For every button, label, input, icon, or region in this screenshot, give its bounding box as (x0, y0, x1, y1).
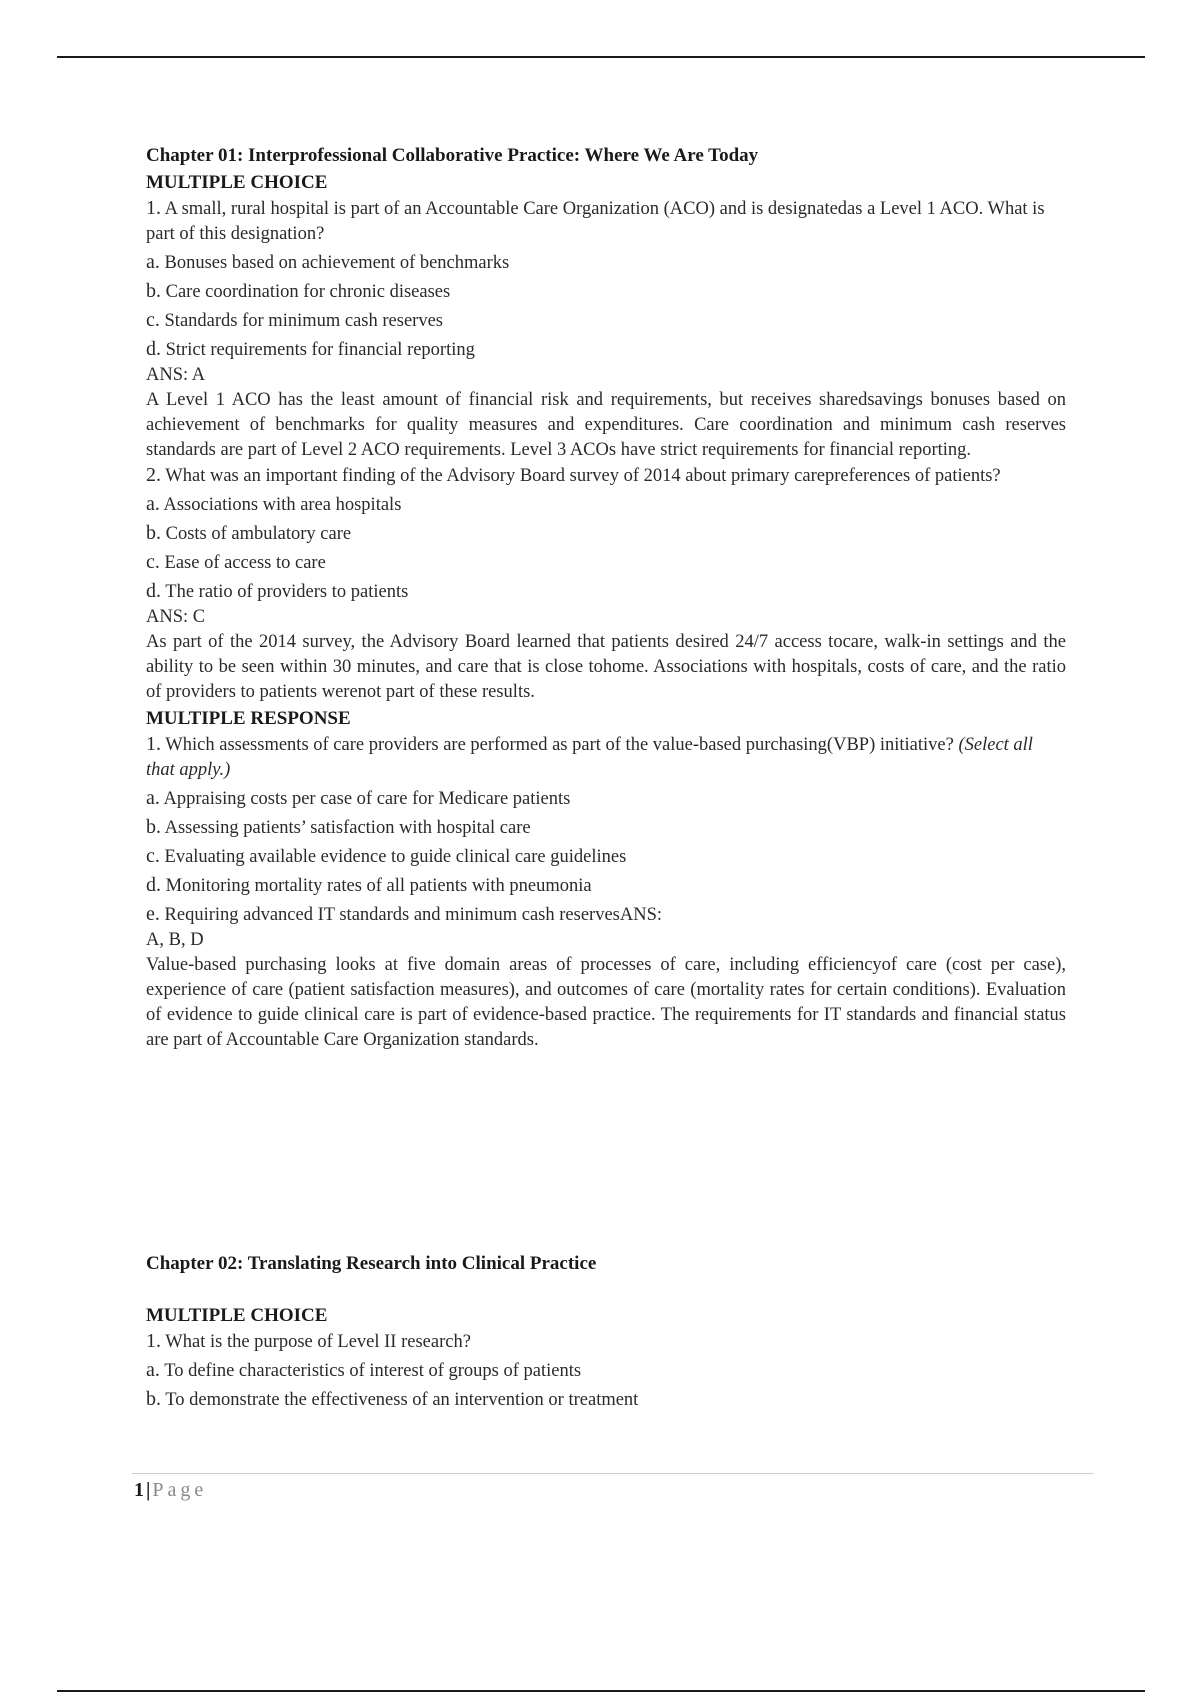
question-text: What was an important finding of the Advisory Board survey of 2014 about primary carepreferences of patients? (165, 466, 1001, 486)
option-e: e. Requiring advanced IT standards and minimum cash reservesANS: (146, 903, 663, 925)
option-a: a. Associations with area hospitals (146, 493, 402, 515)
option-d: d. Strict requirements for financial reporting (146, 338, 475, 360)
question-number: 1. (146, 733, 161, 755)
footer-rule (132, 1473, 1094, 1474)
rationale: A Level 1 ACO has the least amount of financial risk and requirements, but receives sharedsavings bonuses based on achievement of benchmarks for quality measures and expenditures. Care coordination and minimum cash reserves standards are part of Level 2 ACO requirements. Level 3 ACOs have strict requirements for financial reporting. (146, 390, 1066, 460)
rationale: Value-based purchasing looks at five domain areas of processes of care, including efficiencyof care (cost per case), experience of care (patient satisfaction measures), and outcomes of care (mortality rates for certain conditions). Evaluation of evidence to guide clinical care is part of evidence-based practice. The requirements for IT standards and financial status are part of Accountable Care Organization standards. (146, 955, 1066, 1050)
bottom-rule (57, 1690, 1145, 1692)
question-number: 2. (146, 464, 161, 486)
option-a: a. Appraising costs per case of care for Medicare patients (146, 787, 571, 809)
chapter-1-title: Chapter 01: Interprofessional Collaborative Practice: Where We Are Today (146, 145, 759, 166)
top-rule (57, 56, 1145, 58)
option-c: c. Standards for minimum cash reserves (146, 309, 443, 331)
footer-separator: | (146, 1479, 151, 1501)
option-d: d. Monitoring mortality rates of all patients with pneumonia (146, 874, 592, 896)
question-number: 1. (146, 197, 161, 219)
heading-spacer (146, 1277, 1066, 1302)
option-c: c. Evaluating available evidence to guide clinical care guidelines (146, 845, 627, 867)
mr-question-1 (146, 732, 1066, 783)
question-text: What is the purpose of Level II research? (165, 1332, 471, 1352)
page-content (146, 142, 1066, 1413)
question-text: A small, rural hospital is part of an Accountable Care Organization (ACO) and is designatedas a Level 1 ACO. What is part of this designation? (146, 199, 1045, 244)
section-spacer (146, 1053, 1066, 1250)
option-b: b. Care coordination for chronic diseases (146, 280, 451, 302)
option-b: b. To demonstrate the effectiveness of an intervention or treatment (146, 1388, 639, 1410)
rationale: As part of the 2014 survey, the Advisory Board learned that patients desired 24/7 access tocare, walk-in settings and the ability to be seen within 30 minutes, and care that is close tohome. Associations with hospitals, costs of care, and the ratio of providers to patients werenot part of these results. (146, 632, 1066, 702)
chapter-1-mc-heading: MULTIPLE CHOICE (146, 172, 328, 193)
option-a: a. Bonuses based on achievement of benchmarks (146, 251, 510, 273)
option-b: b. Assessing patients’ satisfaction with hospital care (146, 816, 531, 838)
answer: ANS: C (146, 607, 206, 627)
page-number: 1 (134, 1479, 144, 1501)
answer: A, B, D (146, 930, 204, 950)
option-a: a. To define characteristics of interest of groups of patients (146, 1359, 582, 1381)
question-number: 1. (146, 1330, 161, 1352)
select-all-note: (Select all that apply.) (146, 735, 1033, 780)
question-2 (146, 463, 1066, 489)
question-1 (146, 196, 1066, 247)
ch2-question-1 (146, 1329, 1066, 1355)
option-d: d. The ratio of providers to patients (146, 580, 409, 602)
question-text: Which assessments of care providers are performed as part of the value-based purchasing(VBP) initiative? (165, 735, 954, 755)
page-label: Page (152, 1479, 208, 1501)
answer: ANS: A (146, 365, 206, 385)
option-c: c. Ease of access to care (146, 551, 326, 573)
chapter-1-mr-heading: MULTIPLE RESPONSE (146, 708, 351, 729)
page-footer (134, 1477, 207, 1503)
option-b: b. Costs of ambulatory care (146, 522, 352, 544)
chapter-2-mc-heading: MULTIPLE CHOICE (146, 1305, 328, 1326)
chapter-2-title: Chapter 02: Translating Research into Clinical Practice (146, 1253, 597, 1274)
